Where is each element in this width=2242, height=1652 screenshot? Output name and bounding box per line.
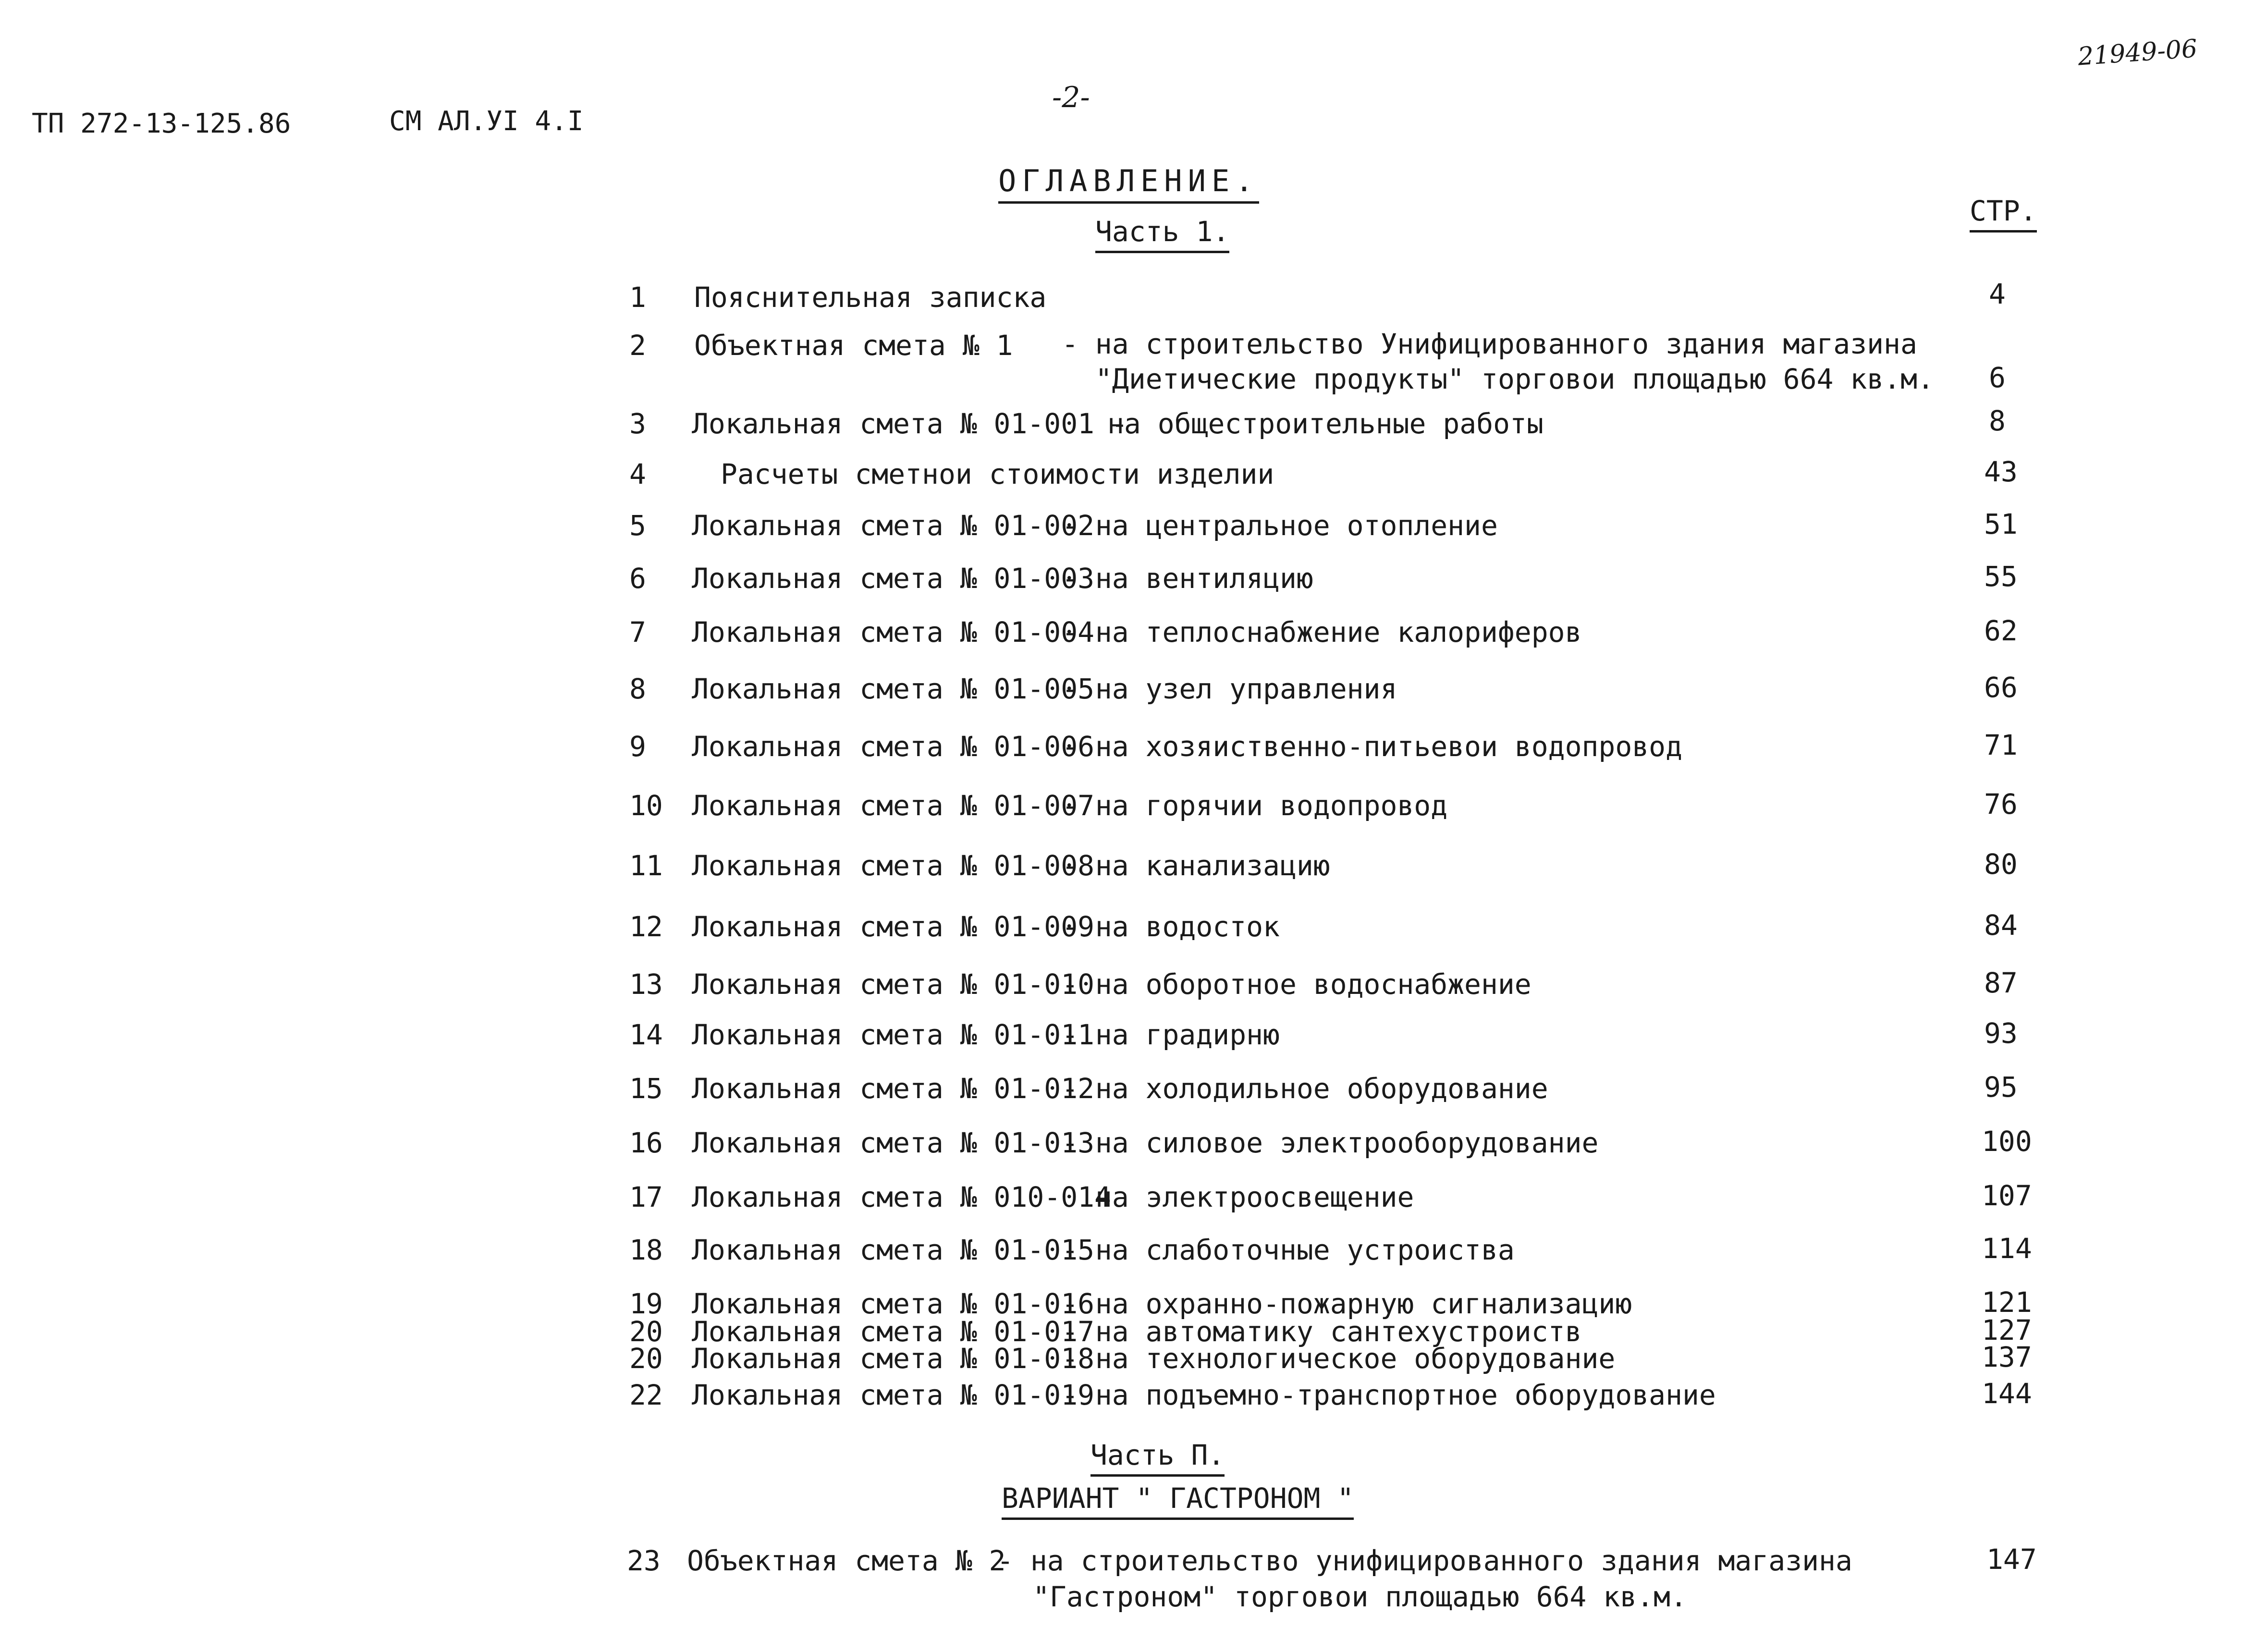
- toc-item-page: 55: [1984, 560, 2018, 593]
- toc-item-page: 93: [1984, 1017, 2018, 1050]
- toc-item-description: - на вентиляцию: [1062, 562, 1313, 595]
- toc-item-page: 147: [1986, 1543, 2037, 1576]
- toc-item-title: Объектная смета № 2: [687, 1544, 1006, 1577]
- toc-item-title: Локальная смета № 01-018: [692, 1342, 1095, 1375]
- toc-item-page: 71: [1984, 729, 2018, 761]
- toc-item-page: 4: [1989, 278, 2006, 310]
- toc-item-title: Локальная смета № 01-012: [692, 1072, 1095, 1105]
- toc-item-description: - на хозяиственно-питьевои водопровод: [1062, 730, 1683, 763]
- toc-item-title: Локальная смета № 01-008: [692, 849, 1095, 882]
- toc-item-page: 43: [1984, 455, 2018, 488]
- toc-item-description: - на охранно-пожарную сигнализацию: [1062, 1287, 1632, 1320]
- toc-item-number: 3: [629, 407, 646, 440]
- toc-item-number: 20: [629, 1315, 663, 1348]
- toc-item-title: Локальная смета № 01-010: [692, 968, 1095, 1001]
- toc-item-number: 8: [629, 673, 646, 705]
- toc-item-number: 20: [629, 1342, 663, 1375]
- toc-item-title: Локальная смета № 01-017: [692, 1315, 1095, 1348]
- toc-item-description: - на центральное отопление: [1062, 509, 1498, 542]
- toc-item-title: Локальная смета № 01-002: [692, 509, 1095, 542]
- toc-item-title: Пояснительная записка: [694, 281, 1047, 314]
- part1-heading: Часть 1.: [1095, 215, 1229, 253]
- toc-item-title: Локальная смета № 01-013: [692, 1126, 1095, 1159]
- document-code: ТП 272-13-125.86: [32, 108, 291, 139]
- toc-item-page: 100: [1982, 1125, 2032, 1158]
- toc-item-number: 4: [629, 458, 646, 490]
- toc-item-description: - на строительство унифицированного здания магазина: [997, 1544, 1852, 1577]
- toc-item-number: 5: [629, 509, 646, 542]
- toc-item-page: 144: [1982, 1377, 2032, 1410]
- toc-item-number: 23: [627, 1544, 661, 1577]
- toc-item-title: Локальная смета № 01-003: [692, 562, 1095, 595]
- toc-item-page: 76: [1984, 788, 2018, 820]
- archive-number: 21949-06: [2077, 34, 2198, 72]
- toc-item-title: Локальная смета № 01-007: [692, 789, 1095, 822]
- toc-item-description: - на канализацию: [1062, 849, 1330, 882]
- toc-item-page: 114: [1982, 1232, 2032, 1265]
- toc-item-number: 1: [629, 281, 646, 314]
- toc-item-number: 9: [629, 730, 646, 763]
- toc-item-description-line2: "Гастроном" торговои площадью 664 кв.м.: [1033, 1580, 1687, 1613]
- toc-item-page: 84: [1984, 909, 2018, 942]
- toc-item-description: - на автоматику сантехустроиств: [1062, 1315, 1582, 1348]
- toc-item-page: 51: [1984, 508, 2018, 540]
- toc-item-description: - на теплоснабжение калориферов: [1062, 616, 1582, 649]
- toc-item-description: - на технологическое оборудование: [1062, 1342, 1616, 1375]
- toc-item-description: на общестроительные работы: [1107, 407, 1544, 440]
- toc-item-number: 7: [629, 616, 646, 649]
- toc-item-description: - на градирню: [1062, 1018, 1280, 1051]
- page-number: -2-: [1052, 81, 1090, 114]
- toc-item-page: 121: [1982, 1286, 2032, 1319]
- toc-item-title: Локальная смета № 01-004: [692, 616, 1095, 649]
- toc-item-page: 127: [1982, 1314, 2032, 1346]
- toc-item-number: 18: [629, 1234, 663, 1266]
- toc-item-title: Локальная смета № 01-015: [692, 1234, 1095, 1266]
- toc-item-page: 80: [1984, 848, 2018, 881]
- toc-item-title: Локальная смета № 01-009: [692, 910, 1095, 943]
- toc-item-page: 66: [1984, 671, 2018, 704]
- toc-item-description: - на узел управления: [1062, 673, 1397, 705]
- toc-item-title: Локальная смета № 01-011: [692, 1018, 1095, 1051]
- toc-item-title: Локальная смета № 01-005: [692, 673, 1095, 705]
- toc-item-description: - на оборотное водоснабжение: [1062, 968, 1531, 1001]
- toc-item-description-line2: "Диетические продукты" торговои площадью 664 кв.м.: [1095, 363, 1934, 395]
- toc-item-title: Локальная смета № 01-016: [692, 1287, 1095, 1320]
- toc-item-description: - на холодильное оборудование: [1062, 1072, 1548, 1105]
- toc-item-description: - на подъемно-транспортное оборудование: [1062, 1379, 1716, 1411]
- toc-item-title: Объектная смета № 1: [694, 329, 1013, 362]
- page-column-label: СТР.: [1970, 195, 2037, 233]
- toc-item-page: 87: [1984, 967, 2018, 999]
- toc-item-page: 137: [1982, 1341, 2032, 1373]
- toc-item-page: 62: [1984, 614, 2018, 647]
- toc-item-page: 8: [1989, 404, 2006, 437]
- album-code: СМ АЛ.УI 4.I: [389, 106, 584, 137]
- toc-item-description: на электроосвещение: [1095, 1181, 1414, 1213]
- toc-item-title: Локальная смета № 010-014: [692, 1181, 1111, 1213]
- toc-item-title: Локальная смета № 01-019: [692, 1379, 1095, 1411]
- toc-item-number: 16: [629, 1126, 663, 1159]
- toc-item-number: 22: [629, 1379, 663, 1411]
- part2-variant: ВАРИАНТ " ГАСТРОНОМ ": [1002, 1482, 1354, 1520]
- toc-item-description: - на горячии водопровод: [1062, 789, 1448, 822]
- toc-item-page: 95: [1984, 1071, 2018, 1103]
- toc-item-description: - на силовое электрооборудование: [1062, 1126, 1599, 1159]
- toc-item-number: 14: [629, 1018, 663, 1051]
- toc-item-number: 12: [629, 910, 663, 943]
- toc-item-number: 2: [629, 329, 646, 362]
- toc-item-description: - на слаботочные устроиства: [1062, 1234, 1515, 1266]
- part2-heading: Часть П.: [1090, 1439, 1225, 1477]
- toc-item-title: Расчеты сметнои стоимости изделии: [721, 458, 1274, 490]
- toc-item-number: 13: [629, 968, 663, 1001]
- toc-item-page: 6: [1989, 361, 2006, 394]
- toc-item-title: Локальная смета № 01-001 -: [692, 407, 1128, 440]
- page-title: ОГЛАВЛЕНИЕ.: [998, 163, 1259, 204]
- toc-item-number: 10: [629, 789, 663, 822]
- toc-item-number: 6: [629, 562, 646, 595]
- toc-item-description: - на водосток: [1062, 910, 1280, 943]
- toc-item-number: 11: [629, 849, 663, 882]
- toc-item-number: 15: [629, 1072, 663, 1105]
- toc-item-number: 19: [629, 1287, 663, 1320]
- toc-item-number: 17: [629, 1181, 663, 1213]
- toc-item-title: Локальная смета № 01-006: [692, 730, 1095, 763]
- toc-item-page: 107: [1982, 1179, 2032, 1212]
- toc-item-description: - на строительство Унифицированного здания магазина: [1062, 328, 1917, 360]
